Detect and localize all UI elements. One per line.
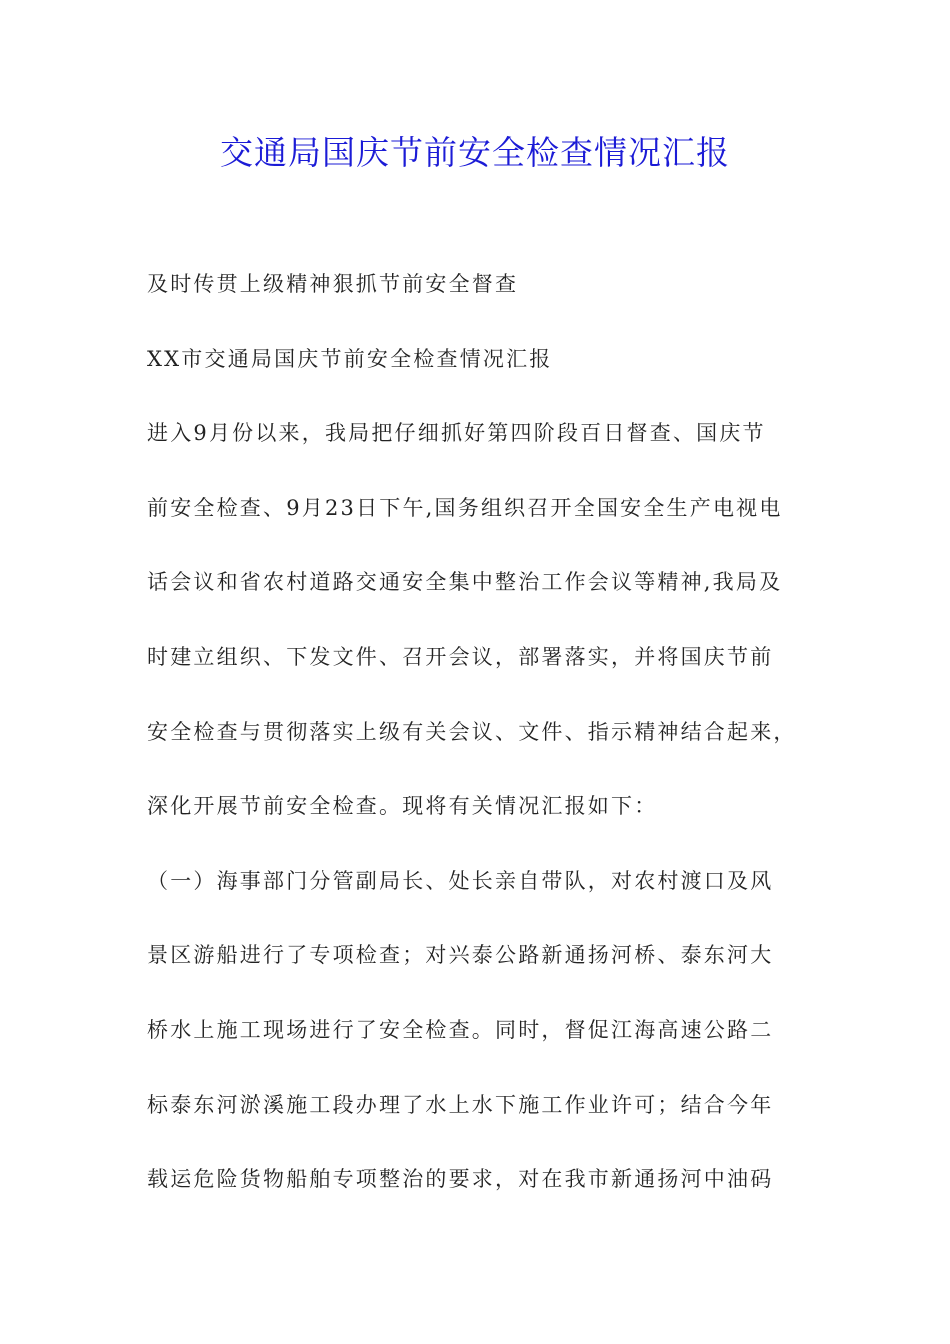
body-line-9: （一）海事部门分管副局长、处长亲自带队，对农村渡口及风 [147,868,774,893]
body-line-2: XX市交通局国庆节前安全检查情况汇报 [147,346,553,371]
body-line-6: 时建立组织、下发文件、召开会议，部署落实，并将国庆节前 [147,644,774,669]
document-title: 交通局国庆节前安全检查情况汇报 [220,133,730,172]
body-line-5: 话会议和省农村道路交通安全集中整治工作会议等精神,我局及 [147,570,783,595]
body-line-4: 前安全检查、9月23日下午,国务组织召开全国安全生产电视电 [147,495,783,520]
body-line-7: 安全检查与贯彻落实上级有关会议、文件、指示精神结合起来， [147,719,797,744]
document-body [147,264,827,1234]
body-line-3: 进入9月份以来，我局把仔细抓好第四阶段百日督查、国庆节 [147,421,766,446]
body-line-8: 深化开展节前安全检查。现将有关情况汇报如下： [147,794,658,819]
body-line-12: 标泰东河淤溪施工段办理了水上水下施工作业许可；结合今年 [147,1092,774,1117]
body-line-10: 景区游船进行了专项检查；对兴泰公路新通扬河桥、泰东河大 [147,943,774,968]
body-line-13: 载运危险货物船舶专项整治的要求，对在我市新通扬河中油码 [147,1167,774,1192]
body-line-1: 及时传贯上级精神狠抓节前安全督查 [147,272,519,296]
body-line-11: 桥水上施工现场进行了安全检查。同时，督促江海高速公路二 [147,1017,774,1042]
